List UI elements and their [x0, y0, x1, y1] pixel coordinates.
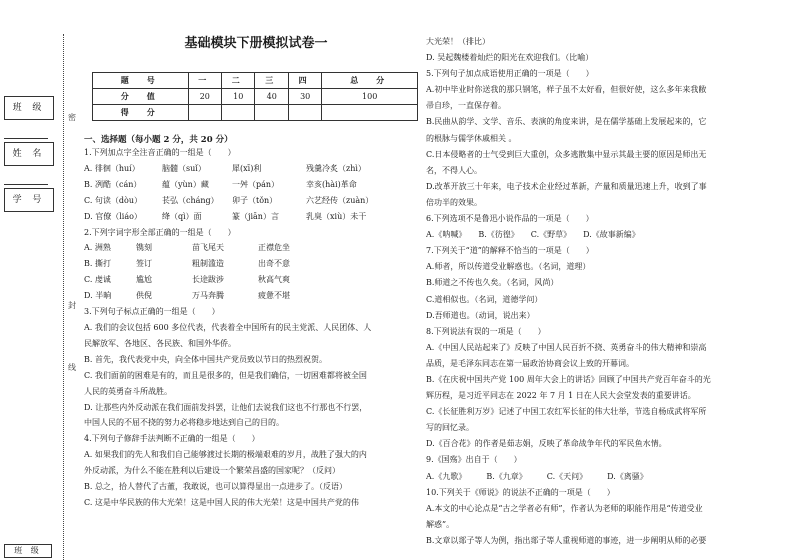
table-header-cell: 四: [288, 73, 321, 89]
text-line: A.本文的中心论点是“古之学者必有师”，作者认为老师的职能作用是“传道受业: [426, 503, 703, 513]
question-stem: 3.下列句子标点正确的一组是（ ）: [84, 307, 220, 317]
text-line: 外反动派，为什么不能在胜利以后建设一个繁荣昌盛的国家呢？（反问）: [84, 466, 340, 476]
text-line: 大光荣！（排比）: [426, 37, 490, 46]
text-line: 品质，是毛泽东同志在第一届政治协商会议上致的开幕词。: [426, 358, 634, 368]
table-header-cell: 题 号: [93, 73, 189, 89]
option-item: 粗制滥造: [192, 259, 224, 269]
option-item: A. 徘徊（huí）: [84, 163, 140, 173]
option-row: [84, 288, 416, 304]
option-item: A. 洲熟: [84, 243, 111, 253]
text-line: D.《百合花》的作者是茹志娟，反映了革命战争年代的军民鱼水情。: [426, 439, 667, 449]
option-item: 苗飞尾天: [192, 243, 224, 253]
option-row: [84, 240, 416, 256]
text-line: D. 吴起魏楼着灿烂的阳光在欢迎我们。（比喻）: [426, 53, 594, 63]
text-line: 人民的英勇奋斗所战胜。: [84, 386, 172, 396]
option-item: 秋高气爽: [258, 275, 290, 285]
text-line: 帚自珍，一直保存着。: [426, 101, 506, 111]
text-line: 4.下列句子修辞手法判断不正确的一组是（ ）: [84, 434, 260, 444]
option-row: [84, 193, 416, 209]
text-line: D.改革开放三十年来，电子技术企业经过革新，产量和质量迅速上升，收到了事: [426, 181, 707, 191]
page-title: 基础模块下册模拟试卷一: [184, 36, 328, 51]
option-item: C. 虔诚: [84, 275, 111, 285]
table-cell: 20: [188, 89, 221, 105]
option-item: 脑髓（suǐ）: [162, 163, 206, 173]
bottom-class-label: 班 级: [4, 544, 52, 558]
text-line: A.《呐喊》 B.《彷徨》 C.《野草》 D.《故事新编》: [426, 230, 640, 240]
text-line: 写的回忆录。: [426, 423, 474, 433]
table-cell: 40: [255, 89, 288, 105]
text-line: C.《长征胜利万岁》记述了中国工农红军长征的伟大壮举，节选自杨成武将军所: [426, 407, 707, 417]
score-table-values-row: [93, 89, 418, 105]
option-item: 绛（qì）面: [162, 211, 202, 221]
text-line: 解惑”。: [426, 519, 455, 529]
class-label: 班 级: [4, 96, 54, 120]
table-header-cell: 总 分: [322, 73, 418, 89]
name-label: 姓 名: [4, 142, 54, 166]
q1-options: [84, 161, 416, 225]
option-item: 篆（jiān）言: [232, 211, 279, 221]
option-item: 签订: [136, 259, 152, 269]
right-column: [426, 34, 762, 549]
option-item: 蕴（yùn）藏: [162, 179, 209, 189]
option-row: [84, 256, 416, 272]
text-line: C.道相似也。（名词，道德学问）: [426, 294, 543, 304]
question-stem: 1.下列加点字全注音正确的一组是（ ）: [84, 148, 236, 157]
text-line: B.民曲从韵学、文学、音乐、表演的角度来讲，是在儒学基础上发展起来的，它: [426, 117, 707, 127]
text-line: 倍功半的效果。: [426, 197, 482, 207]
option-item: B. 撕打: [84, 259, 111, 269]
option-item: C. 句读（dòu）: [84, 195, 143, 205]
table-cell: 30: [288, 89, 321, 105]
text-line: 7.下列关于“道”的解释不恰当的一项是（ ）: [426, 246, 594, 256]
score-table: [92, 72, 418, 121]
text-line: A.《九歌》 B.《九章》 C.《天问》 D.《离骚》: [426, 471, 648, 481]
option-item: 长途跋涉: [192, 275, 224, 285]
text-line: B. 总之，拾人替代了古董，我敢说，也可以算得显出一点进步了。（反语）: [84, 482, 347, 492]
text-line: 名，不得人心。: [426, 165, 482, 175]
seal-char: 密: [68, 113, 76, 122]
text-line: 中国人民的不屈不挠的努力必将稳步地达到自己的目的。: [84, 418, 284, 428]
q3-q4-text: [84, 320, 416, 511]
text-line: C.日本侵略者的士气受到巨大重创，众多逃散集中显示其最主要的原因是师出无: [426, 149, 707, 159]
score-entry-cell[interactable]: [222, 105, 255, 121]
class-line[interactable]: [4, 138, 48, 139]
option-row: [84, 177, 416, 193]
text-line: B.文章以郯子等人为例，指出郯子等人重视师道的事迹，进一步阐明从师的必要: [426, 535, 707, 545]
text-line: 民解放军、各地区、各民族、和国外华侨。: [84, 338, 236, 348]
option-item: D. 官僚（liáo）: [84, 211, 142, 221]
text-line: 10.下列关于《师说》的说法不正确的一项是（ ）: [426, 487, 615, 497]
seal-char: 封: [68, 301, 76, 310]
q2-options: [84, 240, 416, 304]
score-entry-cell[interactable]: [188, 105, 221, 121]
option-row: [84, 209, 416, 225]
text-line: D.吾师道也。（动词，说出来）: [426, 310, 535, 320]
text-line: A. 我们的会议包括 600 多位代表，代表着全中国所有的民主党派、人民团体、人: [84, 322, 372, 332]
score-entry-cell[interactable]: [255, 105, 288, 121]
student-id-label: 学 号: [4, 188, 54, 212]
option-item: 残羹冷炙（zhì）: [306, 163, 366, 173]
name-line[interactable]: [4, 184, 48, 185]
option-item: 万马奔腾: [192, 291, 224, 301]
score-table-header-row: [93, 73, 418, 89]
option-row: [84, 161, 416, 177]
table-header-cell: 一: [188, 73, 221, 89]
text-line: 5.下列句子加点成语使用正确的一项是（ ）: [426, 69, 594, 79]
left-column: [84, 34, 416, 511]
score-table-score-row: [93, 105, 418, 121]
option-item: 正襟危坐: [258, 243, 290, 253]
option-item: 镌刻: [136, 243, 152, 253]
option-item: 犀(xī)利: [232, 163, 262, 173]
option-item: 卯子（tǒn）: [232, 195, 278, 205]
option-item: 出奇不意: [258, 259, 290, 269]
option-item: 尴尬: [136, 275, 152, 285]
table-header-cell: 三: [255, 73, 288, 89]
section-heading: 一、选择题（每小题 2 分，共 20 分）: [84, 135, 233, 145]
text-line: 9.《国殇》出自于（ ）: [426, 455, 522, 465]
text-line: A.初中毕业时你送我的那只钢笔，样子虽不太好看，但很好使，这么多年来我敝: [426, 85, 707, 95]
text-line: 的根脉与儒学休戚相关 。: [426, 133, 517, 143]
text-line: C. 我们面前的困难是有的，而且是很多的，但是我们确信，一切困难都将被全国: [84, 370, 367, 380]
option-item: 六艺经传（zuàn）: [306, 195, 374, 205]
score-entry-cell[interactable]: [288, 105, 321, 121]
text-line: A. 如果我们的先人和我们自己能够渡过长期的极端艰难的岁月，战胜了强大的内: [84, 450, 367, 460]
option-item: B. 冽酷（cán）: [84, 179, 142, 189]
option-item: 乳臭（xiù）未干: [306, 211, 367, 221]
option-item: 供倪: [136, 291, 152, 301]
text-line: A.师者，所以传道受业解惑也。（名词，道理）: [426, 262, 591, 272]
question-stem: 2.下列字词字形全部正确的一组是（ ）: [84, 227, 236, 237]
option-item: 疲惫不堪: [258, 291, 290, 301]
table-row-label: 得 分: [93, 105, 189, 121]
table-cell: 10: [222, 89, 255, 105]
text-line: 6.下列选项不是鲁迅小说作品的一项是（ ）: [426, 214, 594, 224]
text-line: B.师道之不传也久矣。（名词，风尚）: [426, 278, 559, 288]
text-line: 辉历程，是习近平同志在 2022 年 7 月 1 日在人民大会堂发表的重要讲话。: [426, 391, 696, 401]
table-row-label: 分 值: [93, 89, 189, 105]
text-line: B. 首先，我代表党中央，向全体中国共产党员致以节日的热烈祝贺。: [84, 354, 327, 364]
score-entry-cell[interactable]: [322, 105, 418, 121]
text-line: C. 这是中华民族的伟大光荣！这是中国人民的伟大光荣！这是中国共产党的伟: [84, 497, 359, 507]
option-row: [84, 272, 416, 288]
option-item: 一舛（pán）: [232, 179, 280, 189]
text-line: A.《中国人民站起来了》反映了中国人民百折不挠、英勇奋斗的伟大精神和崇高: [426, 342, 707, 352]
option-item: D. 半晌: [84, 291, 112, 301]
option-item: 苌弘（cháng）: [162, 195, 219, 205]
text-line: B.《在庆祝中国共产党 100 周年大会上的讲话》回顾了中国共产党百年奋斗的光: [426, 374, 711, 384]
table-cell: 100: [322, 89, 418, 105]
text-line: 8.下列说法有误的一项是（ ）: [426, 326, 546, 336]
seal-char: 线: [68, 363, 76, 372]
table-header-cell: 二: [222, 73, 255, 89]
option-item: 幸亥(hài)革命: [306, 179, 357, 189]
text-line: D. 让那些内外反动派在我们面前发抖罢，让他们去说我们这也不行那也不行罢，: [84, 402, 368, 412]
